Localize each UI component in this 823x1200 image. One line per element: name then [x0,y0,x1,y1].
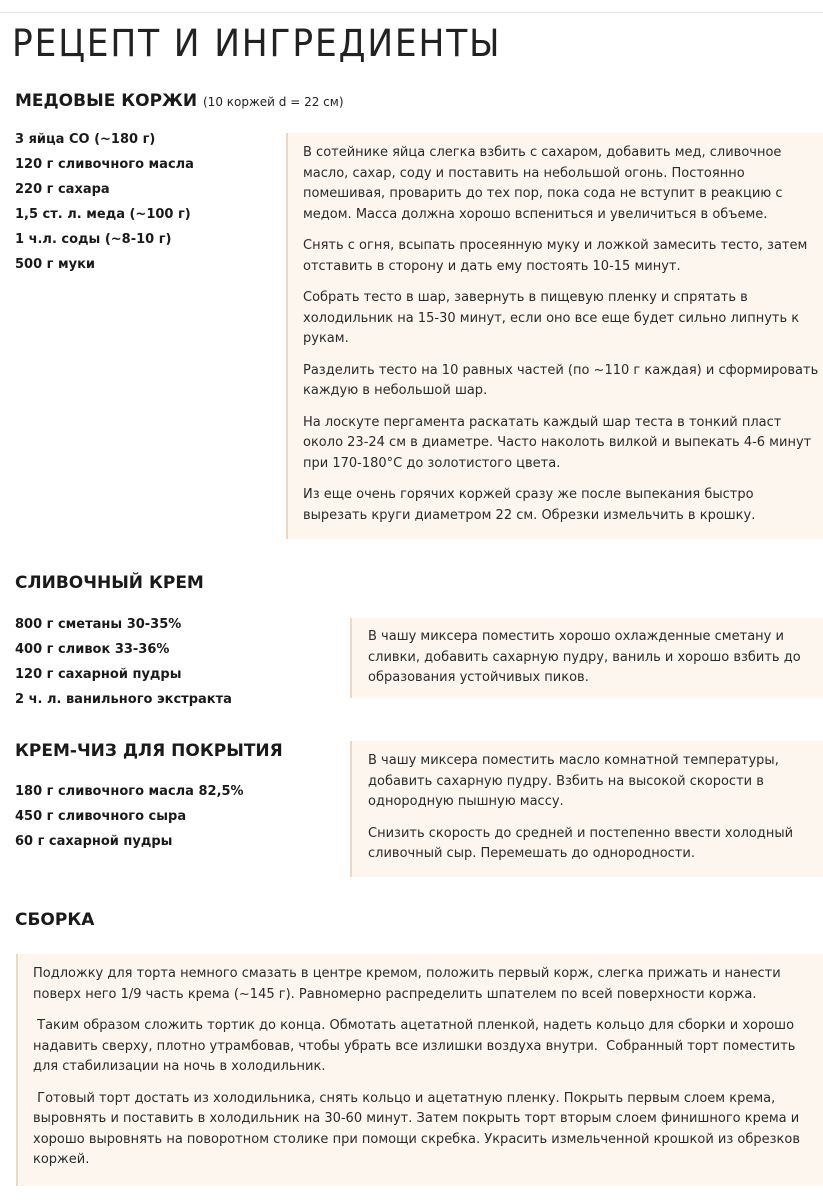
ingredient-item: 450 г сливочного сыра [15,809,187,824]
ingredient-item: 2 ч. л. ванильного экстракта [15,692,232,707]
ingredient-item: 220 г сахара [15,182,110,197]
instruction-step: В чашу миксера поместить хорошо охлажденные сметану и сливки, добавить сахарную пудру, ваниль и хорошо взбить до образования устойчивых пиков. [368,629,801,685]
instruction-step: Из еще очень горячих коржей сразу же после выпекания быстро вырезать круги диаметром 22 см. Обрезки измельчить в крошку. [303,487,756,523]
section-title-cream-cheese: КРЕМ-ЧИЗ ДЛЯ ПОКРЫТИЯ [15,741,283,761]
instruction-step: В чашу миксера поместить масло комнатной температуры, добавить сахарную пудру. Взбить на высокой скорости в однородную пышную массу. [368,753,779,809]
section-title-cream: СЛИВОЧНЫЙ КРЕМ [15,573,204,593]
section-title-text: МЕДОВЫЕ КОРЖИ [15,91,198,111]
instructions-box-cream-cheese [350,741,823,877]
instruction-step: Разделить тесто на 10 равных частей (по ~110 г каждая) и сформировать каждую в небольшой шар. [303,362,819,398]
ingredient-item: 180 г сливочного масла 82,5% [15,784,244,799]
instruction-step: Таким образом сложить тортик до конца. Обмотать ацетатной пленкой, надеть кольцо для сборки и хорошо надавить сверху, плотно утрамбовав, чтобы убрать все излишки воздуха внутри. Собранный торт поместить для стабилизации на ночь в холодильник. [33,1018,800,1074]
ingredient-list-cream [15,612,232,712]
instructions-box-honey [286,133,823,539]
ingredient-item: 120 г сливочного масла [15,157,194,172]
ingredient-item: 120 г сахарной пудры [15,667,182,682]
ingredient-item: 1 ч.л. соды (~8-10 г) [15,232,172,247]
section-title-assembly: СБОРКА [15,910,95,930]
ingredient-item: 3 яйца СО (~180 г) [15,132,156,147]
instruction-step: Снизить скорость до средней и постепенно ввести холодный сливочный сыр. Перемешать до однородности. [368,825,794,861]
section-title-honey-layers [15,90,344,113]
instruction-step: В сотейнике яйца слегка взбить с сахаром, добавить мед, сливочное масло, сахар, соду и поставить на небольшой огонь. Постоянно помешивая, проварить до тех пор, пока сода не вступит в реакцию с медом. Масса должна хорошо вспениться и увеличиться в объеме. [303,145,783,222]
instruction-step: Подложку для торта немного смазать в центре кремом, положить первый корж, слегка прижать и нанести поверх него 1/9 часть крема (~145 г). Равномерно распределить шпателем по всей поверхности коржа. [33,966,781,1002]
ingredient-item: 60 г сахарной пудры [15,834,173,849]
ingredient-item: 500 г муки [15,257,96,272]
instruction-step: Снять с огня, всыпать просеянную муку и ложкой замесить тесто, затем отставить в сторону и дать ему постоять 10-15 минут. [303,238,808,274]
ingredient-list-cream-cheese [15,779,244,854]
instructions-box-cream [350,618,823,698]
ingredient-item: 400 г сливок 33-36% [15,642,170,657]
ingredient-item: 1,5 ст. л. меда (~100 г) [15,207,191,222]
instruction-step: Собрать тесто в шар, завернуть в пищевую пленку и спрятать в холодильник на 15-30 минут, если оно все еще будет сильно липнуть к рукам. [303,290,800,346]
ingredient-item: 800 г сметаны 30-35% [15,617,182,632]
top-divider [0,12,823,13]
page-title: РЕЦЕПТ И ИНГРЕДИЕНТЫ [12,22,502,65]
section-note: (10 коржей d = 22 см) [203,95,344,109]
instructions-box-assembly [16,954,823,1186]
instruction-step: Готовый торт достать из холодильника, снять кольцо и ацетатную пленку. Покрыть первым слоем крема, выровнять и поставить в холодильник на 30-60 минут. Затем покрыть торт вторым слоем финишного крема и хорошо выровнять на поворотном столике при помощи скребка. Украсить измельченной крошкой из обрезков коржей. [33,1090,805,1167]
ingredient-list-honey [15,127,194,277]
instruction-step: На лоскуте пергамента раскатать каждый шар теста в тонкий пласт около 23-24 см в диаметре. Часто наколоть вилкой и выпекать 4-6 минут при 170-180°С до золотистого цвета. [303,414,812,471]
